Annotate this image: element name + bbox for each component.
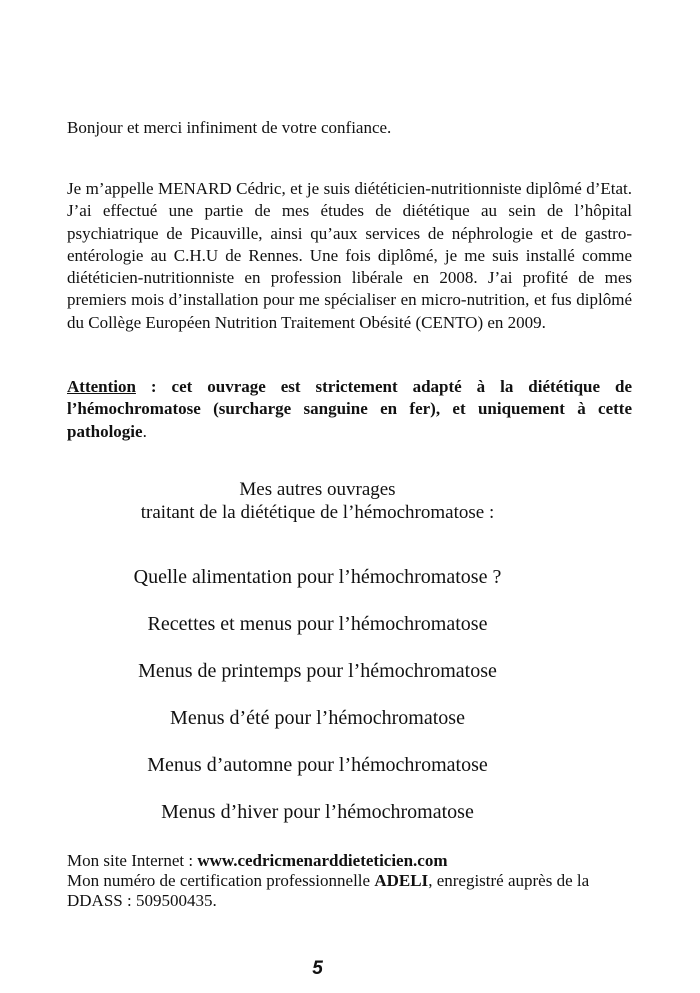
attention-label: Attention bbox=[67, 377, 136, 396]
book-title: Menus d’automne pour l’hémochromatose bbox=[147, 754, 488, 776]
book-title: Menus d’hiver pour l’hémochromatose bbox=[161, 801, 474, 823]
author-introduction: Je m’appelle MENARD Cédric, et je suis diététicien-nutritionniste diplômé d’Etat. J’ai effectué une partie de mes études de diététique au sein de l’hôpital psychiatrique de Picauville, ainsi qu’aux services de néphrologie et de gastro-entérologie au C.H.U de Rennes. Une fois diplômé, je me suis installé comme diététicien-nutritionniste en profession libérale en 2008. J’ai profité de mes premiers mois d’installation pour me spécialiser en micro-nutrition, et fus diplômé du Collège Européen Nutrition Traitement Obésité (CENTO) en 2009. bbox=[67, 179, 632, 332]
book-title: Quelle alimentation pour l’hémochromatose ? bbox=[133, 566, 502, 588]
book-title: Menus d’été pour l’hémochromatose bbox=[170, 707, 465, 729]
book-title: Recettes et menus pour l’hémochromatose bbox=[147, 613, 488, 635]
other-works-heading bbox=[0, 478, 635, 524]
attention-notice bbox=[67, 376, 632, 443]
contact-info bbox=[67, 851, 632, 911]
certification-organization: ADELI bbox=[374, 871, 429, 890]
attention-text: cet ouvrage est strictement adapté à la diététique de l’hémochromatose (surcharge sanguine en fer), et uniquement à cette pathologie bbox=[67, 377, 632, 441]
attention-separator: : bbox=[135, 377, 172, 396]
certification-number: , enregistré auprès de la DDASS : 509500435. bbox=[67, 871, 590, 910]
greeting-text: Bonjour et merci infiniment de votre confiance. bbox=[67, 118, 392, 137]
website-url: www.cedricmenarddieteticien.com bbox=[197, 851, 448, 870]
attention-end: . bbox=[142, 421, 147, 441]
book-title: Menus de printemps pour l’hémochromatose bbox=[138, 660, 497, 682]
page-number: 5 bbox=[312, 958, 323, 979]
other-works-list bbox=[0, 563, 635, 845]
website-label: Mon site Internet : bbox=[67, 851, 198, 870]
other-works-heading-line-2: traitant de la diététique de l’hémochromatose : bbox=[140, 502, 495, 523]
certification-label: Mon numéro de certification professionnelle bbox=[67, 871, 375, 890]
other-works-heading-line-1: Mes autres ouvrages bbox=[239, 479, 396, 500]
